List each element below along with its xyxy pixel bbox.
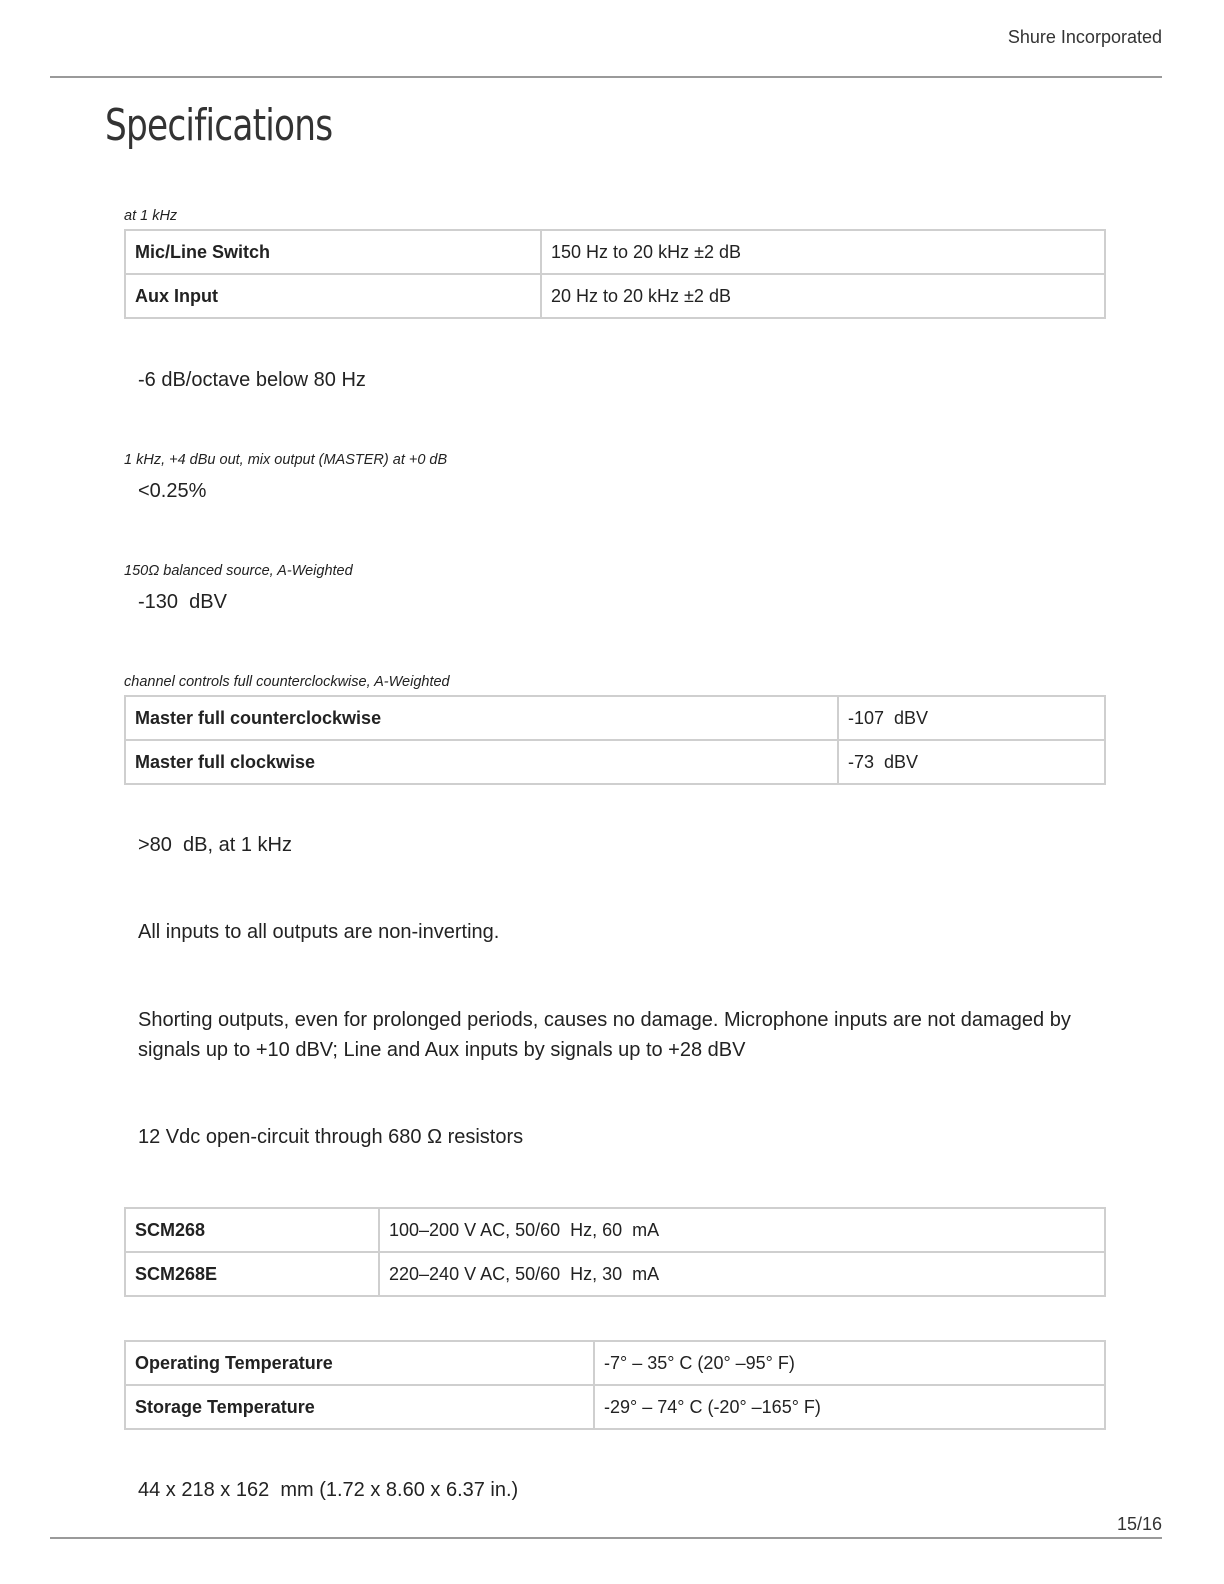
table-row (125, 1385, 1105, 1429)
row-label: Master full clockwise (125, 740, 838, 784)
table-row (125, 1252, 1105, 1296)
low-cut-value: -6 dB/octave below 80 Hz (138, 369, 366, 391)
page-title: Specifications (105, 100, 333, 151)
power-requirements-table (124, 1207, 1106, 1297)
row-label: Storage Temperature (125, 1385, 594, 1429)
row-value: 220–240 V AC, 50/60 Hz, 30 mA (379, 1252, 1105, 1296)
temperature-table (124, 1340, 1106, 1430)
table-row (125, 230, 1105, 274)
table-row (125, 740, 1105, 784)
row-value: 150 Hz to 20 kHz ±2 dB (541, 230, 1105, 274)
distortion-value: <0.25% (138, 480, 207, 502)
row-label: SCM268 (125, 1208, 379, 1252)
row-value: -7° – 35° C (20° –95° F) (594, 1341, 1105, 1385)
crosstalk-value: >80 dB, at 1 kHz (138, 834, 292, 856)
table-row (125, 274, 1105, 318)
table-row (125, 1208, 1105, 1252)
page-number: 15/16 (1116, 1514, 1162, 1534)
table-row (125, 696, 1105, 740)
row-label: Mic/Line Switch (125, 230, 541, 274)
footer-divider (50, 1537, 1162, 1539)
frequency-response-note: at 1 kHz (124, 208, 178, 224)
table-row (125, 1341, 1105, 1385)
polarity-value: All inputs to all outputs are non-inverting. (138, 921, 500, 943)
frequency-response-table (124, 229, 1106, 319)
input-noise-note: 150Ω balanced source, A-Weighted (124, 563, 353, 579)
phantom-power-value: 12 Vdc open-circuit through 680 Ω resistors (138, 1126, 524, 1148)
row-label: Operating Temperature (125, 1341, 594, 1385)
dimensions-value: 44 x 218 x 162 mm (1.72 x 8.60 x 6.37 in.) (138, 1479, 519, 1501)
row-value: -73 dBV (838, 740, 1105, 784)
header-divider (50, 76, 1162, 78)
distortion-note: 1 kHz, +4 dBu out, mix output (MASTER) at +0 dB (124, 452, 448, 468)
output-noise-table (124, 695, 1106, 785)
row-value: 100–200 V AC, 50/60 Hz, 60 mA (379, 1208, 1105, 1252)
output-noise-note: channel controls full counterclockwise, A-Weighted (124, 674, 450, 690)
row-label: SCM268E (125, 1252, 379, 1296)
protection-value: Shorting outputs, even for prolonged periods, causes no damage. Microphone inputs are not damaged by signals up to +10 dBV; Line and Aux inputs by signals up to +28 dBV (138, 1009, 1071, 1061)
row-value: 20 Hz to 20 kHz ±2 dB (541, 274, 1105, 318)
input-noise-value: -130 dBV (138, 591, 227, 613)
row-label: Master full counterclockwise (125, 696, 838, 740)
row-value: -107 dBV (838, 696, 1105, 740)
row-value: -29° – 74° C (-20° –165° F) (594, 1385, 1105, 1429)
row-label: Aux Input (125, 274, 541, 318)
header-company: Shure Incorporated (1007, 27, 1162, 47)
